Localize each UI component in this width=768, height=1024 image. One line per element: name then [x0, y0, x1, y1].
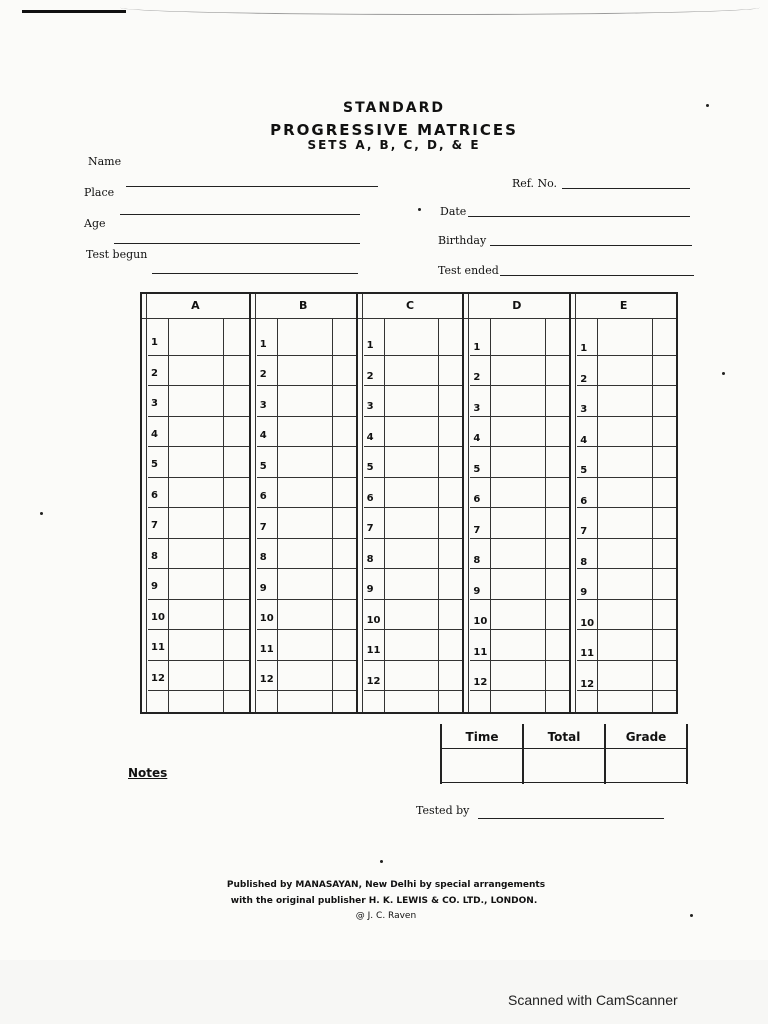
answer-cell[interactable]: [598, 356, 651, 385]
score-column-rule: [438, 318, 439, 712]
answer-cell[interactable]: [491, 356, 544, 385]
set-b-column: [249, 294, 356, 712]
row-rule: [470, 629, 569, 630]
row-rule: [257, 355, 356, 356]
row-rule: [148, 629, 249, 630]
set-total-cell[interactable]: [491, 691, 568, 711]
test-begun-line: [152, 273, 358, 274]
place-field[interactable]: [84, 186, 362, 215]
item-number: 9: [151, 581, 158, 592]
set-total-cell[interactable]: [278, 691, 355, 711]
answer-cell[interactable]: [491, 325, 544, 354]
test-ended-field[interactable]: [438, 264, 694, 276]
item-number: 5: [259, 460, 267, 472]
item-number: 3: [259, 399, 267, 411]
answer-cell[interactable]: [385, 508, 438, 537]
item-number: 6: [580, 495, 588, 507]
answer-cell[interactable]: [278, 630, 331, 659]
birthday-label: Birthday: [438, 234, 487, 247]
row-rule: [364, 446, 463, 447]
answer-cell[interactable]: [278, 325, 331, 354]
score-box-divider: [686, 724, 688, 784]
item-number: 2: [473, 372, 481, 383]
answer-cell[interactable]: [278, 569, 331, 598]
item-number: 6: [366, 492, 374, 504]
set-d-column: [462, 294, 569, 712]
answer-cell[interactable]: [278, 508, 331, 537]
answer-cell[interactable]: [491, 386, 544, 415]
score-box-rule: [440, 782, 688, 783]
answer-cell[interactable]: [385, 356, 438, 385]
answer-cell[interactable]: [491, 508, 544, 537]
row-rule: [148, 599, 249, 600]
score-column-rule: [652, 318, 653, 712]
item-number: 4: [473, 433, 481, 444]
item-number: 4: [259, 430, 267, 441]
tested-by-label: Tested by: [416, 804, 470, 817]
item-number: 1: [473, 341, 481, 353]
answer-cell[interactable]: [385, 386, 438, 415]
item-number: 3: [151, 398, 158, 409]
score-box: [440, 724, 688, 784]
set-b-header: B: [251, 294, 356, 319]
set-inner-rule: [146, 294, 147, 712]
row-rule: [470, 385, 569, 386]
answer-grid: [140, 292, 678, 714]
score-column-rule: [332, 318, 333, 712]
set-e-column: [569, 294, 676, 712]
answer-cell[interactable]: [491, 478, 544, 507]
time-label: Time: [465, 730, 499, 744]
answer-cell[interactable]: [278, 386, 331, 415]
set-total-cell[interactable]: [385, 691, 462, 711]
test-begun-label: Test begun: [86, 248, 148, 261]
row-rule: [470, 416, 569, 417]
scan-speck: [418, 208, 421, 211]
total-cell[interactable]: [524, 750, 602, 780]
item-number: 11: [473, 646, 488, 658]
birthday-line: [490, 245, 692, 246]
item-number: 7: [580, 526, 588, 537]
row-rule: [577, 507, 676, 508]
notes-label: Notes: [128, 766, 168, 780]
item-number: 11: [580, 648, 595, 659]
item-number: 11: [259, 643, 274, 655]
age-label: Age: [84, 217, 106, 230]
date-line: [468, 216, 690, 217]
item-number: 7: [366, 523, 374, 534]
place-line: [120, 214, 360, 215]
item-number: 5: [366, 462, 374, 473]
age-line: [114, 243, 360, 244]
answer-cell[interactable]: [169, 661, 222, 690]
row-rule: [470, 568, 569, 569]
footer-original-publisher: with the original publisher H. K. LEWIS & CO. LTD., LONDON.: [230, 896, 538, 906]
scan-speck: [380, 860, 383, 863]
row-rule: [364, 568, 463, 569]
date-label: Date: [440, 205, 467, 218]
answer-cell[interactable]: [491, 417, 544, 446]
answer-cell[interactable]: [278, 447, 331, 476]
answer-cell[interactable]: [491, 661, 544, 690]
set-inner-rule: [575, 294, 576, 712]
item-number: 7: [473, 524, 481, 536]
item-number: 10: [259, 613, 274, 624]
row-rule: [148, 507, 249, 508]
row-rule: [364, 660, 463, 661]
row-rule: [577, 416, 676, 417]
row-rule: [364, 507, 463, 508]
answer-cell[interactable]: [169, 539, 222, 568]
birthday-field[interactable]: [438, 234, 692, 246]
item-number: 7: [151, 520, 158, 531]
row-rule: [577, 446, 676, 447]
answer-cell[interactable]: [598, 417, 651, 446]
age-field[interactable]: [84, 217, 360, 244]
ref-no-line: [562, 188, 690, 189]
answer-cell[interactable]: [169, 478, 222, 507]
row-rule: [257, 416, 356, 417]
answer-cell[interactable]: [169, 600, 222, 629]
row-rule: [148, 568, 249, 569]
answer-cell[interactable]: [598, 600, 651, 629]
item-number: 8: [580, 556, 588, 568]
row-rule: [364, 629, 463, 630]
item-number: 1: [366, 340, 374, 351]
answer-cell[interactable]: [491, 447, 544, 476]
row-rule: [470, 477, 569, 478]
item-number: 12: [259, 674, 274, 685]
item-number: 2: [151, 367, 158, 379]
item-number: 12: [366, 675, 381, 687]
item-number: 2: [366, 370, 374, 382]
scan-speck: [40, 512, 43, 515]
row-rule: [364, 385, 463, 386]
item-number: 1: [580, 343, 588, 354]
set-total-cell[interactable]: [169, 691, 246, 711]
place-label: Place: [84, 186, 115, 199]
answer-cell[interactable]: [385, 630, 438, 659]
answer-cell[interactable]: [278, 356, 331, 385]
set-a-column: [142, 294, 249, 712]
answer-cell[interactable]: [598, 478, 651, 507]
answer-cell[interactable]: [598, 508, 651, 537]
set-inner-rule: [362, 294, 363, 712]
set-inner-rule: [255, 294, 256, 712]
tested-by-line[interactable]: [478, 818, 664, 819]
item-number: 2: [580, 373, 588, 385]
answer-cell[interactable]: [385, 447, 438, 476]
answer-cell[interactable]: [169, 325, 222, 354]
answer-cell[interactable]: [598, 325, 651, 354]
total-label: Total: [547, 730, 581, 744]
item-number: 12: [151, 672, 165, 684]
answer-cell[interactable]: [385, 417, 438, 446]
score-column-rule: [545, 318, 546, 712]
item-number: 3: [366, 401, 374, 412]
answer-cell[interactable]: [598, 447, 651, 476]
answer-cell[interactable]: [385, 600, 438, 629]
grade-cell[interactable]: [606, 750, 684, 780]
row-rule: [577, 385, 676, 386]
row-rule: [470, 507, 569, 508]
row-rule: [257, 477, 356, 478]
answer-cell[interactable]: [169, 508, 222, 537]
date-field[interactable]: [440, 205, 690, 217]
row-rule: [364, 599, 463, 600]
page-edge: [120, 0, 760, 15]
item-number: 1: [259, 338, 267, 350]
item-number: 10: [580, 617, 595, 629]
item-number: 10: [366, 614, 381, 626]
item-number: 5: [580, 465, 588, 476]
answer-cell[interactable]: [169, 386, 222, 415]
row-rule: [364, 416, 463, 417]
scanner-watermark: Scanned with CamScanner: [508, 992, 678, 1008]
row-rule: [257, 660, 356, 661]
row-rule: [364, 355, 463, 356]
item-number: 10: [473, 616, 488, 627]
row-rule: [148, 416, 249, 417]
answer-cell[interactable]: [385, 539, 438, 568]
row-rule: [470, 660, 569, 661]
item-number: 4: [151, 428, 158, 440]
footer-copyright: @ J. C. Raven: [355, 911, 417, 921]
answer-cell[interactable]: [491, 600, 544, 629]
score-column-rule: [223, 318, 224, 712]
ref-no-label: Ref. No.: [512, 177, 558, 190]
answer-cell[interactable]: [385, 478, 438, 507]
top-rule: [22, 10, 126, 13]
set-d-header: D: [464, 294, 569, 319]
set-total-cell[interactable]: [598, 691, 675, 711]
row-rule: [364, 538, 463, 539]
test-begun-field[interactable]: [86, 248, 360, 274]
item-number: 5: [151, 459, 158, 470]
item-number: 9: [366, 584, 374, 595]
item-number: 5: [473, 463, 481, 475]
time-cell[interactable]: [442, 750, 520, 780]
answer-cell[interactable]: [278, 600, 331, 629]
row-rule: [257, 385, 356, 386]
row-rule: [577, 568, 676, 569]
answer-cell[interactable]: [385, 661, 438, 690]
item-number: 2: [259, 369, 267, 380]
item-number: 12: [473, 677, 488, 688]
item-number: 4: [580, 434, 588, 446]
answer-cell[interactable]: [169, 447, 222, 476]
answer-cell[interactable]: [491, 630, 544, 659]
row-rule: [148, 446, 249, 447]
row-rule: [148, 355, 249, 356]
set-inner-rule: [468, 294, 469, 712]
title-progressive-matrices: PROGRESSIVE MATRICES: [270, 121, 518, 139]
row-rule: [257, 507, 356, 508]
row-rule: [470, 599, 569, 600]
score-box-rule: [440, 748, 688, 749]
grade-label: Grade: [625, 730, 667, 744]
item-number: 9: [473, 585, 481, 597]
row-rule: [257, 538, 356, 539]
name-field[interactable]: [88, 155, 380, 187]
item-number: 6: [151, 489, 158, 501]
row-rule: [577, 538, 676, 539]
item-number: 4: [366, 431, 374, 443]
row-rule: [257, 568, 356, 569]
item-number: 7: [259, 521, 267, 533]
row-rule: [257, 446, 356, 447]
item-number: 11: [366, 645, 381, 656]
title-sets: SETS A, B, C, D, & E: [307, 138, 481, 152]
answer-cell[interactable]: [169, 356, 222, 385]
row-rule: [257, 599, 356, 600]
row-rule: [148, 477, 249, 478]
item-number: 8: [366, 553, 374, 565]
item-number: 6: [473, 494, 481, 505]
answer-cell[interactable]: [278, 478, 331, 507]
answer-cell[interactable]: [169, 630, 222, 659]
footer-publisher: Published by MANASAYAN, New Delhi by special arrangements: [226, 880, 546, 890]
scan-speck: [690, 914, 693, 917]
item-number: 11: [151, 642, 165, 653]
item-number: 3: [580, 404, 588, 415]
row-rule: [470, 538, 569, 539]
answer-cell[interactable]: [598, 569, 651, 598]
scan-speck: [722, 372, 725, 375]
set-e-header: E: [571, 294, 676, 319]
answer-cell[interactable]: [385, 325, 438, 354]
item-number: 6: [259, 491, 267, 502]
set-c-column: [356, 294, 463, 712]
set-c-header: C: [358, 294, 463, 319]
answer-cell[interactable]: [169, 569, 222, 598]
item-number: 9: [259, 582, 267, 594]
answer-cell[interactable]: [598, 386, 651, 415]
scan-speck: [706, 104, 709, 107]
item-number: 1: [151, 337, 158, 348]
item-number: 8: [473, 555, 481, 566]
answer-cell[interactable]: [169, 417, 222, 446]
answer-cell[interactable]: [278, 661, 331, 690]
row-rule: [470, 446, 569, 447]
answer-cell[interactable]: [278, 417, 331, 446]
row-rule: [148, 385, 249, 386]
row-rule: [577, 599, 676, 600]
row-rule: [577, 660, 676, 661]
row-rule: [577, 629, 676, 630]
name-label: Name: [88, 155, 122, 168]
row-rule: [577, 355, 676, 356]
test-ended-line: [500, 275, 694, 276]
row-rule: [577, 477, 676, 478]
item-number: 9: [580, 587, 588, 598]
ref-no-field[interactable]: [512, 177, 690, 189]
answer-cell[interactable]: [598, 539, 651, 568]
answer-cell[interactable]: [598, 661, 651, 690]
title-standard: STANDARD: [343, 100, 445, 116]
item-number: 8: [151, 550, 158, 562]
row-rule: [148, 538, 249, 539]
test-ended-label: Test ended: [438, 264, 499, 277]
answer-cell[interactable]: [278, 539, 331, 568]
row-rule: [364, 477, 463, 478]
answer-cell[interactable]: [491, 539, 544, 568]
row-rule: [148, 660, 249, 661]
item-number: 8: [259, 552, 267, 563]
set-a-header: A: [142, 294, 249, 319]
row-rule: [257, 629, 356, 630]
item-number: 12: [580, 678, 595, 690]
answer-cell[interactable]: [598, 630, 651, 659]
answer-cell[interactable]: [491, 569, 544, 598]
item-number: 3: [473, 402, 481, 414]
row-rule: [470, 355, 569, 356]
answer-cell[interactable]: [385, 569, 438, 598]
item-number: 10: [151, 611, 165, 623]
